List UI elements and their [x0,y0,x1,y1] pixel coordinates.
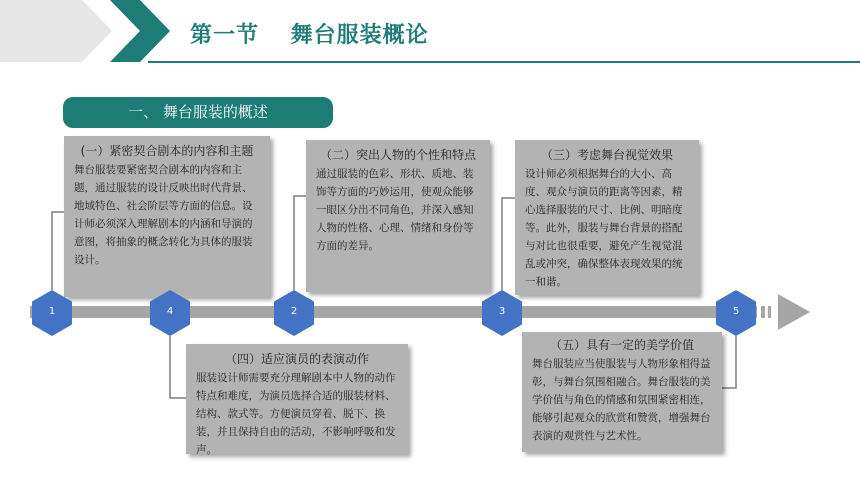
card-body: 设计师必须根据舞台的大小、高度、观众与演员的距离等因素，精心选择服装的尺寸、比例、明暗度等。此外，服装与舞台背景的搭配与对比也很重要，避免产生视觉混乱或冲突，确保整体表现效果的统一和谐。 [525,168,683,288]
card-title: (一）紧密契合剧本的内容和主题 [80,144,254,158]
card-body: 舞台服装应当使服装与人物形象相得益彰，与舞台氛围相融合。舞台服装的美学价值与角色的情感和氛围紧密相连，能够引起观众的欣赏和赞赏，增强舞台表演的观赏性与艺术性。 [532,358,711,442]
marker-label: 2 [290,306,298,317]
card-title: （四）适应演员的表演动作 [224,352,369,366]
marker-label: 3 [498,306,506,317]
marker-label: 5 [732,306,740,317]
card-title: （五）具有一定的美学价值 [549,338,694,352]
section-label: 一、 舞台服装的概述 [63,97,333,128]
page-title: 第一节 舞台服装概论 [190,23,429,48]
card-body: 舞台服装要紧密契合剧本的内容和主题，通过服装的设计反映出时代背景、地域特色、社会阶层等方面的信息。设计师必须深入理解剧本的内涵和导演的意图，将抽象的概念转化为具体的服装设计。 [74,164,253,266]
card-body: 服装设计师需要充分理解剧本中人物的动作特点和难度，为演员选择合适的服装材料、结构、款式等。方便演员穿着、脱下、换装，并且保持自由的活动，不影响呼吸和发声。 [196,372,396,456]
marker-label: 4 [166,306,174,317]
card-body: 通过服装的色彩、形状、质地、装饰等方面的巧妙运用，使观众能够一眼区分出不同角色，并深入感知人物的性格、心理、情绪和身份等方面的差异。 [316,168,474,252]
card-title: （三）考虑舞台视觉效果 [540,148,673,162]
card-title: （二）突出人物的个性和特点 [319,148,476,162]
marker-label: 1 [48,306,56,317]
